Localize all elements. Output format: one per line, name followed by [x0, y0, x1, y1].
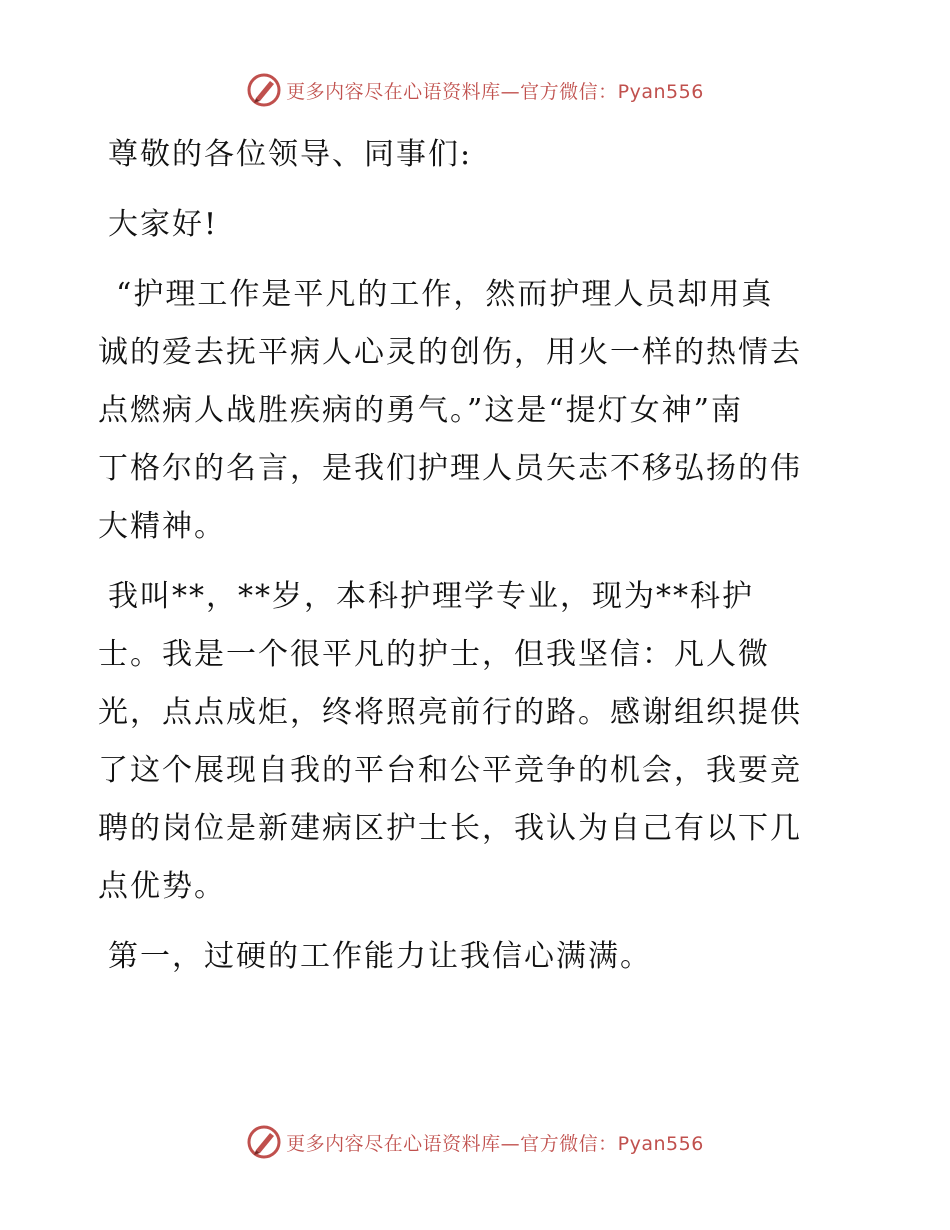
paragraph-line: 大精神。	[98, 509, 226, 544]
document-body	[98, 126, 850, 998]
watermark-text: 更多内容尽在心语资料库—官方微信：Pyan556	[286, 1132, 704, 1155]
paragraph-line: 聘的岗位是新建病区护士长，我认为自己有以下几	[98, 811, 802, 846]
header-watermark	[0, 72, 950, 108]
hello-line: 大家好!	[108, 207, 219, 242]
footer-watermark	[0, 1124, 950, 1160]
greeting: 尊敬的各位领导、同事们:	[108, 137, 473, 172]
paragraph-3: 第一，过硬的工作能力让我信心满满。	[108, 939, 652, 974]
paragraph-line: 光，点点成炬，终将照亮前行的路。感谢组织提供	[98, 695, 802, 730]
paragraph-line: “护理工作是平凡的工作，然而护理人员却用真	[116, 277, 774, 312]
pen-logo-icon	[246, 1124, 282, 1160]
paragraph-line: 了这个展现自我的平台和公平竞争的机会，我要竞	[98, 753, 802, 788]
pen-logo-icon	[246, 72, 282, 108]
paragraph-line: 士。我是一个很平凡的护士，但我坚信：凡人微	[98, 637, 770, 672]
paragraph-1	[98, 266, 850, 556]
paragraph-line: 丁格尔的名言，是我们护理人员矢志不移弘扬的伟	[98, 451, 802, 486]
paragraph-line: 我叫**，**岁，本科护理学专业，现为**科护	[108, 579, 754, 614]
watermark-text: 更多内容尽在心语资料库—官方微信：Pyan556	[286, 80, 704, 103]
paragraph-line: 诚的爱去抚平病人心灵的创伤，用火一样的热情去	[98, 335, 802, 370]
paragraph-line: 点燃病人战胜疾病的勇气。”这是“提灯女神”南	[98, 393, 744, 428]
paragraph-line: 点优势。	[98, 869, 226, 904]
paragraph-2	[98, 568, 850, 916]
